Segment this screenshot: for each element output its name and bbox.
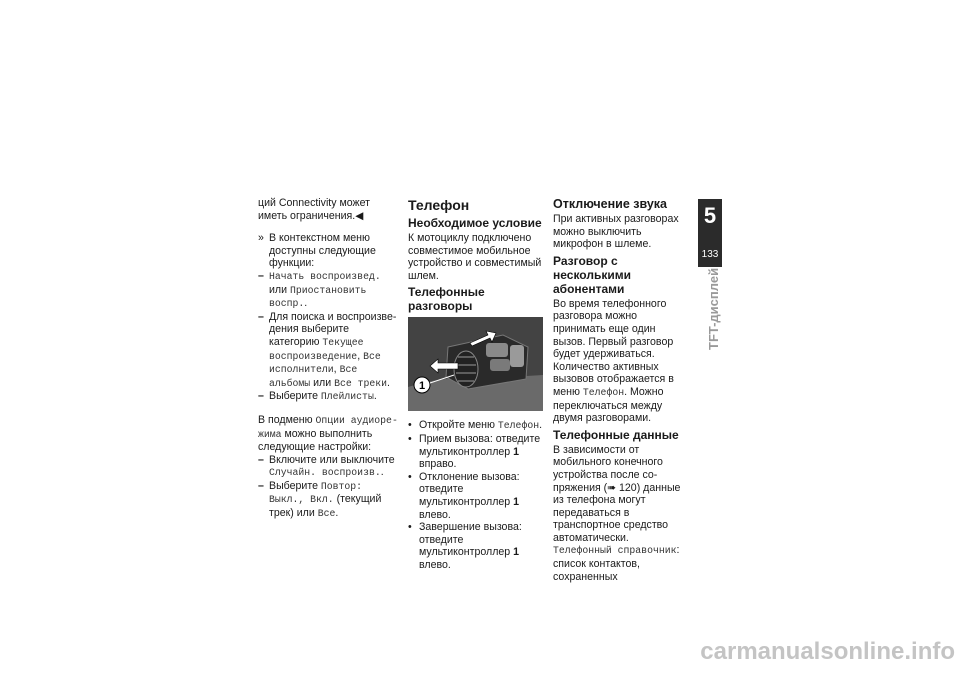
data-text: В зависимости от мобильного конечного устройства после сопряжения (➠ 120) данные из телефона могут передаваться в транспортное средство автоматически. [553,443,681,544]
list-item: – Начать воспроизвед. или Приостановить воспр.. [258,269,381,310]
handlebar-controls-figure [408,317,543,411]
side-section-title: TFT-дисплей [706,267,721,350]
list-item: – Выберите Плейлисты. [258,390,377,403]
page-reference: ➠ 120 [607,481,637,494]
section-title: Телефон [408,197,470,213]
chapter-number: 5 [703,203,717,228]
end-mark-icon: ◀ [355,209,364,222]
step-arrow-icon: » [258,232,264,245]
list-item: – Включите или выключите Случайн. воспроизв.. [258,453,395,479]
figure-callout-label: 1 [418,380,426,393]
heading-requirement: Необходимое условие [408,216,542,230]
intro-text: ций Connectivity может иметь ограничения.◀ [258,197,371,222]
page-number: 133 [701,249,719,260]
chapter-tab [698,199,722,267]
column-right [553,197,690,583]
list-item: – Выберите Повтор: Выкл., Вкл. (текущий трек) или Все. [258,479,382,520]
column-left [258,197,398,521]
submenu-text: В подменю Опции аудиорежима можно выполнить следующие настройки: [258,413,398,454]
bullet-item: • Прием вызова: отведите мультиконтроллер 1 вправо. [408,432,541,471]
requirement-text: К мотоциклу подключено совместимое мобильное устройство и совместимый шлем. [408,232,542,282]
watermark: carmanualsonline.info [700,638,955,665]
heading-multi: Разговор с несколькими абонентами [553,253,631,296]
heading-calls: Телефонные разговоры [408,285,485,314]
bullet-item: • Откройте меню Телефон. [408,419,543,432]
column-middle [408,197,548,572]
bullet-item: • Отклонение вызова: отведите мультиконтроллер 1 влево. [408,470,520,521]
mute-text: При активных разговорах можно выключить микрофон в шлеме. [553,213,679,251]
heading-mute: Отключение звука [553,197,668,211]
phonebook-text: Телефонный справочник: [553,544,680,557]
list-item: – Для поиска и воспроизведения выберите категорию Текущее воспроизведение, Все исполнители, Все альбомы или Все треки. [258,310,397,389]
step-item: » В контекстном меню доступны следующие функции: [258,232,376,270]
contacts-text: список контактов, сохраненных [553,558,640,583]
heading-data: Телефонные данные [553,427,679,442]
multi-text: Во время телефонного разговора можно принимать еще один вызов. Первый разговор будет удерживаться. Количество активных вызовов отображается в меню Телефон. Можно переключаться между двумя разговорами. [553,297,674,425]
bullet-item: • Завершение вызова: отведите мультиконтроллер 1 влево. [408,521,522,571]
